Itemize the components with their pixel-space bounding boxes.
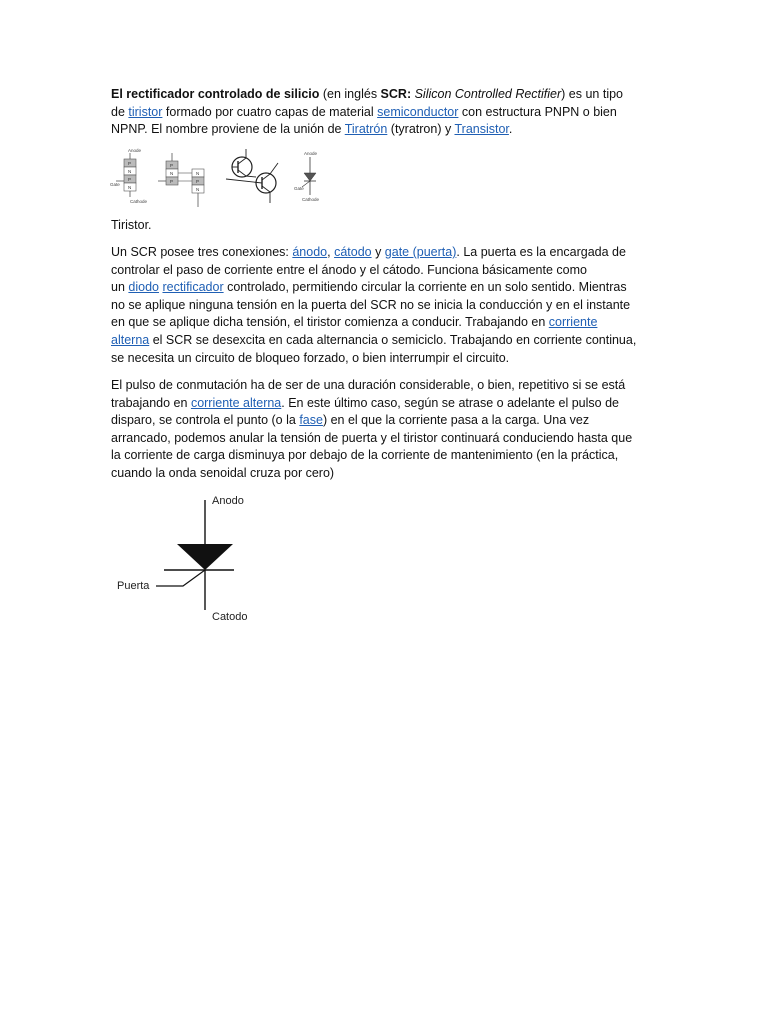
p2-text: controlado, permitiendo circular la corriente en un solo sentido. Mientras: [223, 280, 627, 295]
thyristor-structure-figure: [106, 145, 346, 209]
p3-line-6: cuando la onda senoidal cruza por cero): [111, 465, 335, 480]
p3-text: trabajando en: [111, 395, 191, 410]
fig1-layer-n: N: [196, 187, 200, 192]
figure-caption: Tiristor.: [111, 218, 152, 232]
intro-text: ) es un tipo: [561, 87, 624, 101]
p2-text: en que se aplique dicha tensión, el tiristor comienza a conducir. Trabajando en: [111, 315, 549, 330]
link-corriente-alterna-2[interactable]: corriente alterna: [190, 395, 282, 410]
p3-text: . En este último caso, según se atrase o adelante el pulso de: [281, 395, 619, 410]
p2-line-3: [111, 279, 671, 297]
intro-term: El rectificador controlado de silicio: [111, 87, 320, 101]
intro-line-2: [111, 104, 671, 122]
fig1-layer-p: P: [196, 179, 200, 184]
intro-text: (en inglés: [319, 87, 381, 101]
p3-line-1: El pulso de conmutación ha de ser de una duración considerable, o bien, repetitivo si se está: [111, 378, 626, 392]
intro-abbr: SCR:: [380, 87, 415, 101]
connections-paragraph: [111, 244, 671, 367]
fig1-anode-label-right: Anode: [304, 151, 318, 156]
fig1-anode-label-left: Anode: [128, 148, 142, 153]
p3-line-5: la corriente de carga disminuya por debajo de la corriente de mantenimiento (en la práctica,: [111, 448, 619, 463]
link-tiristor[interactable]: tiristor: [128, 104, 163, 119]
p3-text: disparo, se controla el punto (o la: [111, 413, 300, 428]
fig2-cathode-label: Catodo: [212, 611, 248, 623]
p2-line-1: [111, 244, 671, 262]
link-corriente-alterna-cont[interactable]: alterna: [111, 332, 150, 347]
intro-text: (tyratron) y: [387, 122, 455, 137]
intro-text: formado por cuatro capas de material: [162, 104, 378, 119]
p3-line-4: arrancado, podemos anular la tensión de puerta y el tiristor continuará conduciendo hasta que: [111, 430, 633, 445]
fig1-gate-label-right: Gate: [294, 186, 304, 191]
p2-line-6: [111, 332, 671, 350]
link-semiconductor[interactable]: semiconductor: [377, 104, 459, 119]
intro-line-1: [111, 86, 671, 104]
fig1-layer-p: P: [170, 163, 174, 168]
fig1-layer-n: N: [196, 171, 200, 176]
fig2-anode-label: Anodo: [212, 495, 244, 507]
link-transistor[interactable]: Transistor: [454, 122, 509, 137]
intro-text: con estructura PNPN o bien: [458, 104, 617, 119]
intro-paragraph: [111, 86, 671, 139]
p2-text: Un SCR posee tres conexiones:: [111, 245, 293, 259]
link-catodo[interactable]: cátodo: [334, 245, 372, 259]
p3-line-3: [111, 412, 671, 430]
fig1-layer-n: N: [170, 171, 174, 176]
fig1-layer-p: P: [128, 161, 132, 166]
pulse-paragraph: [111, 377, 671, 483]
p2-line-7: se necesita un circuito de bloqueo forzado, o bien interrumpir el circuito.: [111, 350, 510, 365]
link-diodo[interactable]: diodo: [128, 280, 159, 295]
link-gate-puerta[interactable]: gate (puerta): [384, 245, 457, 259]
fig1-cathode-label-left: Cathode: [130, 199, 148, 204]
p2-text: el SCR se desexcita en cada alternancia o semiciclo. Trabajando en corriente continua,: [149, 332, 637, 347]
fig1-layer-p: P: [170, 179, 174, 184]
intro-text: de: [111, 104, 129, 119]
link-corriente-alterna[interactable]: corriente: [548, 315, 598, 330]
fig1-cathode-label-right: Cathode: [302, 197, 320, 202]
p3-text: ) en el que la corriente pasa a la carga. Una vez: [322, 413, 590, 428]
scr-symbol-figure: [104, 488, 304, 628]
scr-triangle: [177, 544, 233, 570]
p2-line-2: controlar el paso de corriente entre el ánodo y el cátodo. Funciona básicamente como: [111, 262, 587, 277]
link-tiratron[interactable]: Tiratrón: [344, 122, 388, 137]
p3-line-2: [111, 395, 671, 413]
fig1-layer-n: N: [128, 169, 132, 174]
p2-text: un: [111, 280, 129, 295]
p2-text: . La puerta es la encargada de: [456, 245, 626, 259]
link-anodo[interactable]: ánodo: [292, 245, 328, 259]
fig1-layer-p: P: [128, 177, 132, 182]
link-fase[interactable]: fase: [299, 413, 323, 428]
fig1-gate-label-left: Gate: [110, 182, 120, 187]
intro-text: .: [508, 122, 513, 137]
fig2-gate-label: Puerta: [117, 580, 150, 592]
p2-text: ,: [327, 245, 335, 259]
link-rectificador[interactable]: rectificador: [162, 280, 224, 295]
p2-text: y: [371, 245, 385, 259]
intro-english-term: Silicon Controlled Rectifier: [414, 87, 562, 101]
p2-line-4: no se aplique ninguna tensión en la puerta del SCR no se inicia la conducción y en el instante: [111, 297, 631, 312]
p2-line-5: [111, 314, 671, 332]
intro-text: NPNP. El nombre proviene de la unión de: [111, 122, 345, 137]
fig1-layer-n: N: [128, 185, 132, 190]
intro-line-3: [111, 121, 671, 139]
